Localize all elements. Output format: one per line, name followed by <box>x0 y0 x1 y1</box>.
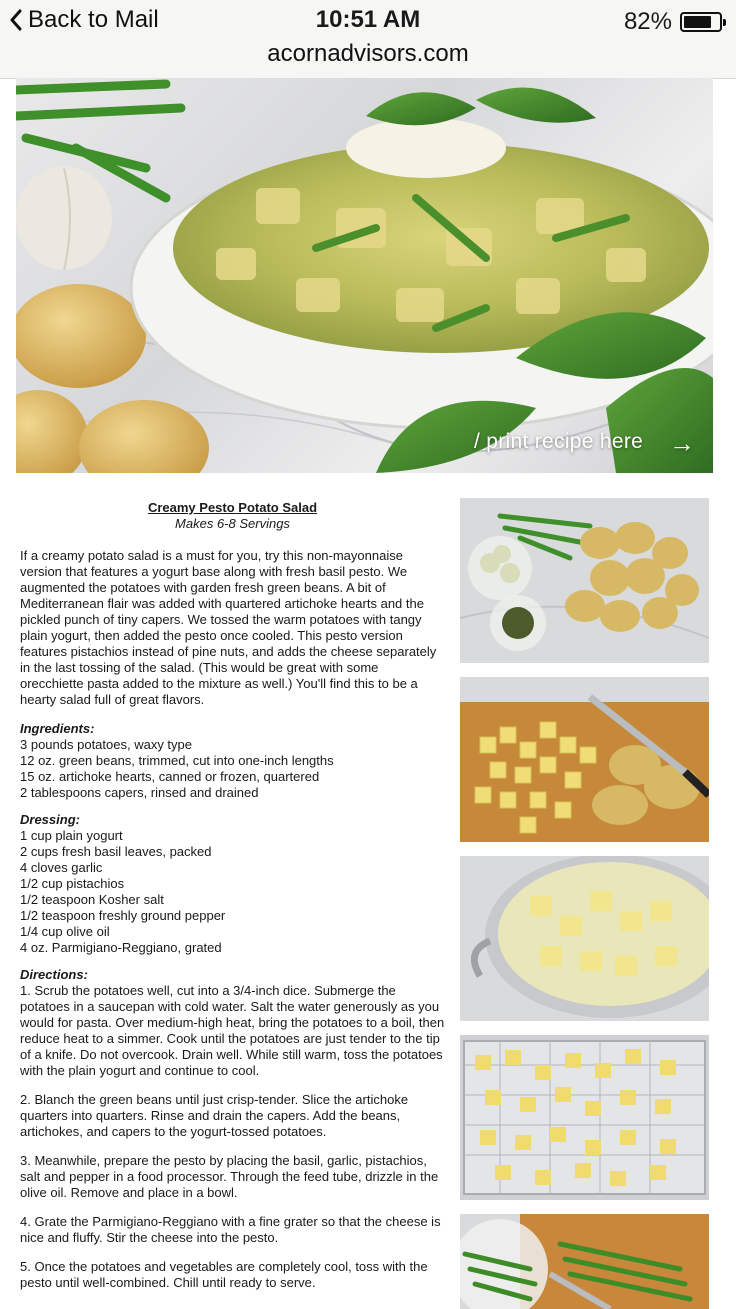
list-item: 4 oz. Parmigiano-Reggiano, grated <box>20 940 222 955</box>
ingredients-photo <box>460 498 709 663</box>
green-beans-photo <box>460 1214 709 1309</box>
recipe-intro: If a creamy potato salad is a must for you, try this non-mayonnaise version that features a yogurt base along with fresh basil pesto. We augmented the potatoes with garden fresh green beans. A bit of Mediterranean flair was added with quartered artichoke hearts and the pickled punch of tiny capers. We tossed the warm potatoes with tangy plain yogurt, then added the pesto once cooled. This pesto version features pistachios instead of pine nuts, and adds the cheese separately in the last tossing of the salad. (This would be great with some orecchiette pasta added to the mixture as well.) You'll find this to be a hearty salad full of great flavors. <box>20 548 437 707</box>
direction-step: 3. Meanwhile, prepare the pesto by placing the basil, garlic, pistachios, salt and pepper in a food processor. Through the feed tube, drizzle in the olive oil. Remove and place in a bowl. <box>20 1153 439 1200</box>
address-bar-domain[interactable]: acornadvisors.com <box>267 40 469 67</box>
back-label: Back to Mail <box>28 6 159 33</box>
drained-potatoes-photo <box>460 1035 709 1200</box>
battery-icon <box>680 12 722 32</box>
direction-step: 5. Once the potatoes and vegetables are completely cool, toss with the pesto until well-combined. Chill until ready to serve. <box>20 1259 428 1290</box>
ingredients-list <box>20 737 445 801</box>
list-item: 1/2 cup pistachios <box>20 876 125 891</box>
recipe-content <box>20 500 445 1304</box>
clock: 10:51 AM <box>315 6 421 33</box>
print-recipe-link[interactable]: / print recipe here <box>474 430 644 453</box>
recipe-servings: Makes 6-8 Servings <box>175 516 290 531</box>
diced-potatoes-photo <box>460 677 709 842</box>
list-item: 15 oz. artichoke hearts, canned or frozen, quartered <box>20 769 320 784</box>
list-item: 1/4 cup olive oil <box>20 924 110 939</box>
list-item: 1 cup plain yogurt <box>20 828 123 843</box>
directions-heading: Directions: <box>20 967 88 982</box>
ingredients-heading: Ingredients: <box>20 721 95 736</box>
battery-status <box>624 8 722 36</box>
battery-percentage: 82% <box>623 8 672 35</box>
list-item: 2 tablespoons capers, rinsed and drained <box>20 785 259 800</box>
list-item: 12 oz. green beans, trimmed, cut into one-inch lengths <box>20 753 334 768</box>
dressing-heading: Dressing: <box>20 812 80 827</box>
arrow-right-icon[interactable]: → <box>669 428 695 458</box>
dressing-list <box>20 828 445 956</box>
list-item: 4 cloves garlic <box>20 860 103 875</box>
direction-step: 4. Grate the Parmigiano-Reggiano with a fine grater so that the cheese is nice and fluffy. Stir the cheese into the pesto. <box>20 1214 441 1245</box>
list-item: 2 cups fresh basil leaves, packed <box>20 844 212 859</box>
direction-step: 1. Scrub the potatoes well, cut into a 3/4-inch dice. Submerge the potatoes in a saucepan with cold water. Salt the water generously as you would for pasta. Over medium-high heat, bring the potatoes to a boil, then reduce heat to a simmer. Cook until the potatoes are just tender to the tip of a knife. Do not overcook. Drain well. While still warm, toss the potatoes with the plain yogurt and continue to cool. <box>20 983 445 1078</box>
list-item: 1/2 teaspoon freshly ground pepper <box>20 908 226 923</box>
browser-top-bar <box>0 0 736 79</box>
boiling-potatoes-photo <box>460 856 709 1021</box>
direction-step: 2. Blanch the green beans until just crisp-tender. Slice the artichoke quarters into quarters. Rinse and drain the capers. Add the beans, artichokes, and capers to the yogurt-tossed potatoes. <box>20 1092 409 1139</box>
list-item: 1/2 teaspoon Kosher salt <box>20 892 164 907</box>
list-item: 3 pounds potatoes, waxy type <box>20 737 193 752</box>
recipe-title: Creamy Pesto Potato Salad <box>147 500 318 515</box>
hero-salad-image[interactable] <box>16 78 713 473</box>
